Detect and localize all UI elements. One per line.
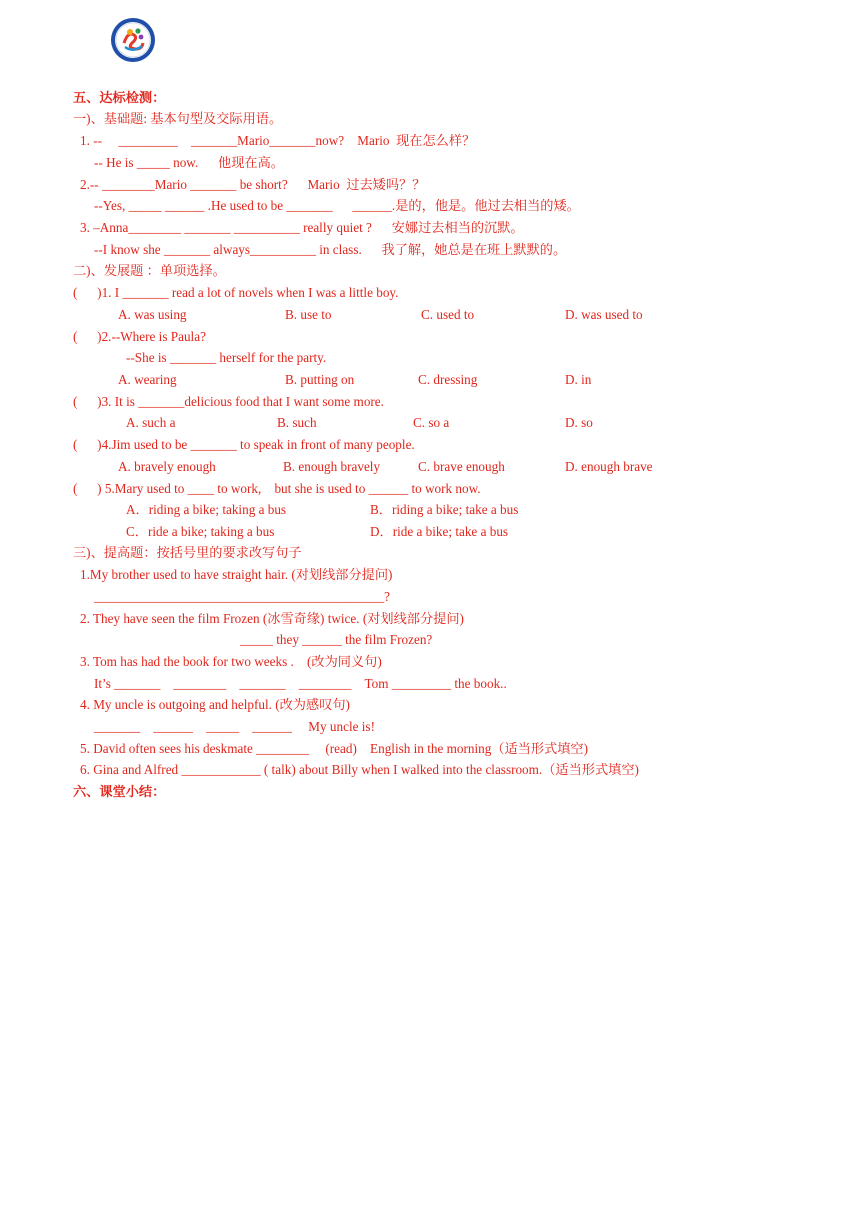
part2-q3-option-d: D. so [565,415,593,430]
part2-q3-option-c: C. so a [413,415,450,430]
part2-q2-option-d: D. in [565,372,592,387]
part2-q2-option-a: A. wearing [118,372,177,387]
part3-q1-blank: ____________________________________________? [94,589,390,604]
part3-q2: 2. They have seen the film Frozen (冰雪奇缘) twice. (对划线部分提问) [80,611,464,626]
part1-heading: 一)、基础题: 基本句型及交际用语。 [73,111,283,126]
part2-q2: ( )2.--Where is Paula? [73,329,206,344]
part3-q3: 3. Tom has had the book for two weeks . (改为同义句) [80,654,382,669]
part2-q4-option-b: B. enough bravely [283,459,381,474]
section6-title: 六、课堂小结： [73,784,166,799]
part1-q3-line1: 3. –Anna________ _______ __________ really quiet ? 安娜过去相当的沉默。 [80,220,524,235]
part2-q1-option-b: B. use to [285,307,332,322]
part3-heading: 三)、提高题：按括号里的要求改写句子 [73,545,302,560]
part2-q2-option-b: B. putting on [285,372,355,387]
part2-q3-option-b: B. such [277,415,317,430]
part2-q4-option-a: A. bravely enough [118,459,216,474]
part2-q2-option-c: C. dressing [418,372,478,387]
part2-q3-option-a: A. such a [126,415,176,430]
part3-q4-blank: _______ ______ _____ ______ My uncle is! [94,719,375,734]
part3-q4: 4. My uncle is outgoing and helpful. (改为感叹句) [80,697,350,712]
part1-q2-line2: --Yes, _____ ______ .He used to be _______ ______.是的，他是。他过去相当的矮。 [94,198,580,213]
part3-q3-blank: It’s _______ ________ _______ ________ Tom _________ the book.. [94,676,507,691]
part1-q3-line2: --I know she _______ always__________ in class. 我了解，她总是在班上默默的。 [94,242,567,257]
part1-q1-line2: -- He is _____ now. 他现在高。 [94,155,284,170]
part2-q3: ( )3. It is _______delicious food that I want some more. [73,394,384,409]
part3-q2-blank: _____ they ______ the film Frozen? [240,632,433,647]
school-logo [110,17,156,63]
part2-q5-option-d: D．ride a bike; take a bus [370,524,509,539]
part3-q1: 1.My brother used to have straight hair. (对划线部分提问) [80,567,393,582]
part2-q2-line2: --She is _______ herself for the party. [126,350,327,365]
part2-q5-option-b: B．riding a bike; take a bus [370,502,519,517]
part2-q5-option-a: A．riding a bike; taking a bus [126,502,287,517]
part2-q1-option-d: D. was used to [565,307,643,322]
part1-q2-line1: 2.-- ________Mario _______ be short? Mario 过去矮吗？？ [80,177,426,192]
part2-q4-option-c: C. brave enough [418,459,505,474]
part2-q1-option-c: C. used to [421,307,475,322]
part2-q1-option-a: A. was using [118,307,187,322]
part2-heading: 二)、发展题 ：单项选择。 [73,263,226,278]
part2-q1: ( )1. I _______ read a lot of novels when I was a little boy. [73,285,399,300]
part2-q5: ( ) 5.Mary used to ____ to work, but she is used to ______ to work now. [73,481,481,496]
part1-q1-line1: 1. -- _________ _______Mario_______now? Mario 现在怎么样？ [80,133,476,148]
part2-q4-option-d: D. enough brave [565,459,653,474]
part3-q5: 5. David often sees his deskmate ________ (read) English in the morning（适当形式填空) [80,741,589,756]
part2-q5-option-c: C．ride a bike; taking a bus [126,524,275,539]
part2-q4: ( )4.Jim used to be _______ to speak in front of many people. [73,437,415,452]
part3-q6: 6. Gina and Alfred ____________ ( talk) about Billy when I walked into the classroom.（适当形式填空) [80,762,639,777]
section5-title: 五、达标检测： [73,90,166,105]
